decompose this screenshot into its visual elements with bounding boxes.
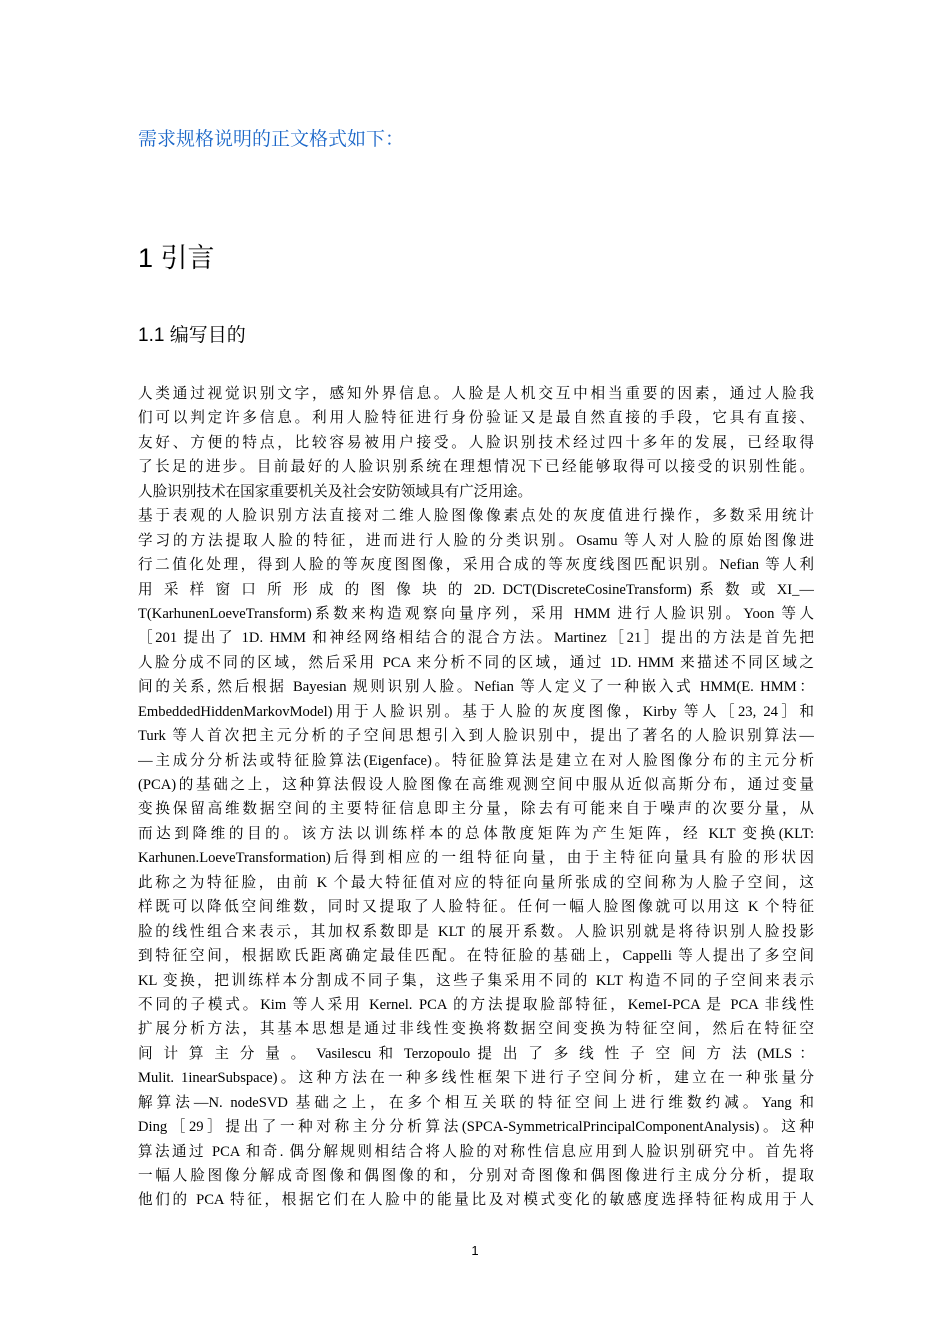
paragraph-line: (PCA)的基础之上，这种算法假设人脸图像在高维观测空间中服从近似高斯分布，通过变量: [138, 777, 814, 793]
paragraph-line: 间的关系, 然后根据 Bayesian 规则识别人脸。Nefian 等人定义了一种嵌入式 HMM(E. HMM：: [138, 679, 814, 696]
paragraph-line: EmbeddedHiddenMarkovModel)用于人脸识别。基于人脸的灰度图像，Kirby 等人［23, 24］和: [138, 703, 814, 720]
paragraph-line: 到特征空间，根据欧氏距离确定最佳匹配。在特征脸的基础上，Cappelli 等人提出了多空间: [138, 948, 814, 965]
paragraph-line: 不同的子模式。Kim 等人采用 Kernel. PCA 的方法提取脸部特征，KemeI-PCA 是 PCA 非线性: [138, 996, 814, 1013]
paragraph-line: T(KarhunenLoeveTransform)系数来构造观察向量序列，采用 HMM 进行人脸识别。Yoon 等人: [138, 605, 814, 622]
paragraph-line: Karhunen.LoeveTransformation)后得到相应的一组特征向量，由于主特征向量具有脸的形状因: [138, 850, 814, 867]
paragraph-line: ［201 提出了 1D. HMM 和神经网络相结合的混合方法。Martinez［21］提出的方法是首先把: [138, 630, 814, 647]
paragraph-line: 人类通过视觉识别文字，感知外界信息。人脸是人机交互中相当重要的因素，通过人脸我: [138, 386, 814, 402]
paragraph-line: 脸的线性组合来表示，其加权系数即是 KLT 的展开系数。人脸识别就是将待识别人脸投影: [138, 923, 814, 940]
heading-introduction: 1 引言: [138, 243, 215, 273]
body-text: [138, 382, 814, 1213]
intro-line: 需求规格说明的正文格式如下：: [138, 128, 405, 150]
paragraph-line: —主成分分析法或特征脸算法(Eigenface)。特征脸算法是建立在对人脸图像分布的主元分析: [138, 752, 814, 769]
paragraph-line: Ding［29］提出了一种对称主分分析算法(SPCA-SymmetricalPrincipalComponentAnalysis)。这种: [138, 1119, 814, 1136]
paragraph-line: 他们的 PCA 特征，根据它们在人脸中的能量比及对模式变化的敏感度选择特征构成用于人: [138, 1192, 814, 1209]
paragraph-line: 扩展分析方法，其基本思想是通过非线性变换将数据空间变换为特征空间，然后在特征空: [138, 1021, 814, 1038]
paragraph-line: 学习的方法提取人脸的特征，进而进行人脸的分类识别。Osamu 等人对人脸的原始图像进: [138, 532, 814, 549]
paragraph-line: 而达到降维的目的。该方法以训练样本的总体散度矩阵为产生矩阵，经 KLT 变换(KLT:: [138, 825, 814, 842]
paragraph-line: 一幅人脸图像分解成奇图像和偶图像的和，分别对奇图像和偶图像进行主成分分析，提取: [138, 1168, 814, 1184]
paragraph-line: Mulit. 1inearSubspace)。这种方法在一种多线性框架下进行子空间分析，建立在一种张量分: [138, 1070, 814, 1087]
paragraph-line: 变换保留高维数据空间的主要特征信息即主分量，除去有可能来自于噪声的次要分量，从: [138, 801, 814, 818]
paragraph-line: 解算法—N. nodeSVD 基础之上，在多个相互关联的特征空间上进行维数约减。Yang 和: [138, 1094, 814, 1111]
paragraph-line: 了长足的进步。目前最好的人脸识别系统在理想情况下已经能够取得可以接受的识别性能。: [138, 459, 814, 476]
paragraph-line: 基于表观的人脸识别方法直接对二维人脸图像像素点处的灰度值进行操作，多数采用统计: [138, 508, 814, 525]
paragraph-line: 算法通过 PCA 和奇. 偶分解规则相结合将人脸的对称性信息应用到人脸识别研究中。首先将: [138, 1143, 814, 1160]
paragraph-line: 此称之为特征脸，由前 K 个最大特征值对应的特征向量所张成的空间称为人脸子空间，这: [138, 874, 814, 891]
paragraph-line: 人脸分成不同的区域，然后采用 PCA 来分析不同的区域，通过 1D. HMM 来描述不同区域之: [138, 654, 814, 671]
paragraph-2: [138, 504, 814, 1213]
paragraph-line: 行二值化处理，得到人脸的等灰度图图像，采用合成的等灰度线图匹配识别。Nefian 等人利: [138, 557, 814, 574]
paragraph-1: [138, 382, 814, 504]
heading-purpose: 1.1 编写目的: [138, 325, 246, 346]
paragraph-line: KL 变换，把训练样本分割成不同子集，这些子集采用不同的 KLT 构造不同的子空间来表示: [138, 972, 814, 989]
paragraph-line: 样既可以降低空间维数，同时又提取了人脸特征。任何一幅人脸图像就可以用这 K 个特征: [138, 899, 814, 916]
paragraph-line: 友好、方便的特点，比较容易被用户接受。人脸识别技术经过四十多年的发展，已经取得: [138, 434, 814, 451]
paragraph-line: 们可以判定许多信息。利用人脸特征进行身份验证又是最自然直接的手段，它具有直接、: [138, 410, 814, 427]
paragraph-line: 间 计 算 主 分 量 。 Vasilescu 和 Terzopoulo 提 出 了 多 线 性 子 空 间 方 法 (MLS ：: [138, 1045, 814, 1062]
paragraph-line: Turk 等人首次把主元分析的子空间思想引入到人脸识别中，提出了著名的人脸识别算法—: [138, 728, 814, 745]
page-number: 1: [471, 1243, 479, 1258]
paragraph-line: 人脸识别技术在国家重要机关及社会安防领域具有广泛用途。: [138, 483, 533, 500]
paragraph-line: 用 采 样 窗 口 所 形 成 的 图 像 块 的 2D. DCT(DiscreteCosineTransform) 系 数 或 XI_—: [138, 581, 814, 598]
